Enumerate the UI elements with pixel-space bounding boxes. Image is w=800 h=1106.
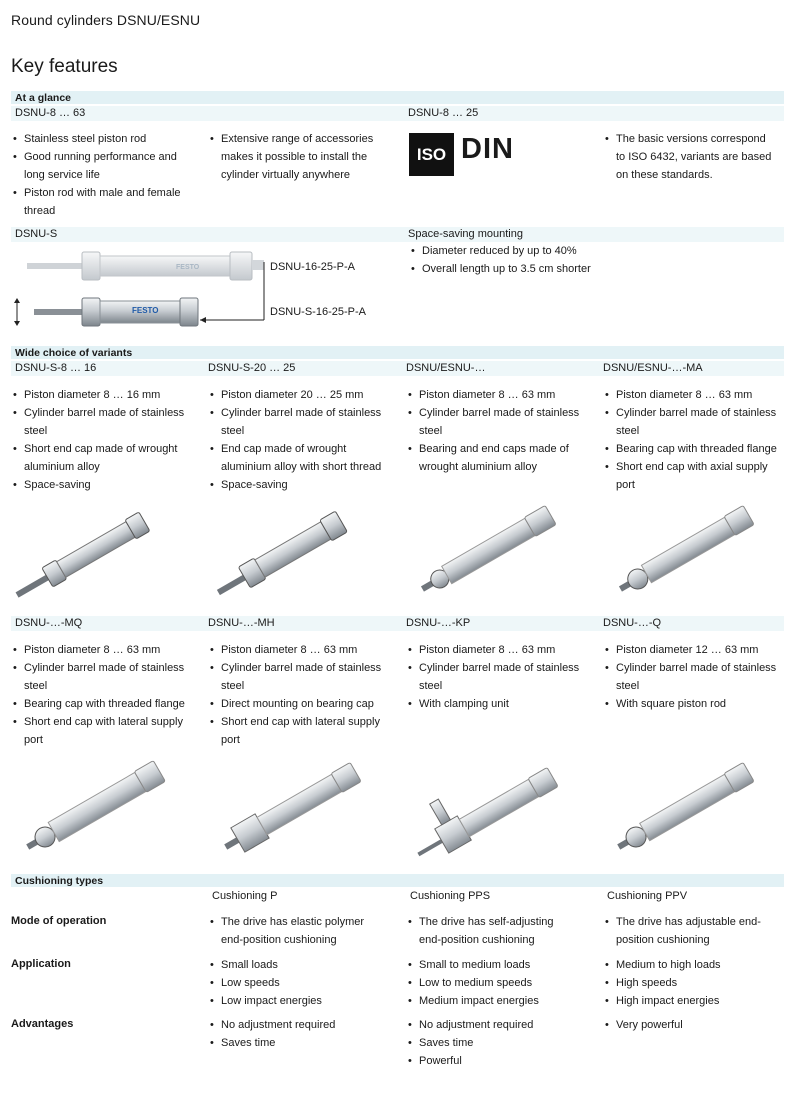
section-heading: Key features (11, 56, 118, 77)
brand-text: FESTO (132, 306, 159, 315)
variants-row2-labels (11, 616, 784, 631)
list-item: • Space-saving (208, 476, 383, 494)
list-item: • No adjustment required (406, 1016, 584, 1034)
cushioning-cell (208, 1016, 386, 1052)
list-item: • Piston diameter 8 … 63 mm (406, 641, 584, 659)
dsnus-label: DSNU-S (15, 228, 58, 240)
variant-list (603, 641, 781, 713)
variant-label: DSNU-…-MQ (15, 617, 83, 629)
cushioning-cell (603, 956, 781, 1010)
list-item: • Piston rod with male and female thread (11, 184, 196, 220)
list-item: • Bearing and end caps made of wrought aluminium alloy (406, 440, 584, 476)
variant-label: DSNU-…-Q (603, 617, 662, 629)
list-item: • Piston diameter 8 … 63 mm (208, 641, 386, 659)
cylinder-image (613, 762, 754, 856)
list-item: • With square piston rod (603, 695, 781, 713)
dsnu-cylinder-image (27, 252, 264, 280)
din-logo: DIN (461, 133, 514, 165)
list-item: • Bearing cap with threaded flange (11, 695, 189, 713)
variant-list (603, 386, 785, 494)
dsnu-s-cylinder-image (34, 298, 198, 326)
row-label: Advantages (11, 1018, 74, 1030)
list-item: • Powerful (406, 1052, 584, 1070)
band-cushioning: Cushioning types (11, 874, 784, 887)
list-item: • Saves time (406, 1034, 584, 1052)
variant-list (406, 386, 584, 476)
list-item: • Diameter reduced by up to 40% (409, 242, 609, 260)
list-item: • Short end cap with axial supply port (603, 458, 785, 494)
list-item: • Space-saving (11, 476, 189, 494)
variants-row1-labels (11, 361, 784, 376)
list-item: • The drive has elastic polymer end-position cushioning (208, 913, 378, 949)
list-item: • Cylinder barrel made of stainless steel (406, 404, 584, 440)
band-variants: Wide choice of variants (11, 346, 784, 359)
brand-text: FESTO (176, 264, 200, 271)
list-item: • The drive has adjustable end-position cushioning (603, 913, 773, 949)
list-item: • Very powerful (603, 1016, 781, 1034)
list-item: • Small loads (208, 956, 386, 974)
list-item: • High impact energies (603, 992, 781, 1010)
cylinder-image (615, 505, 754, 598)
list-item: • Low speeds (208, 974, 386, 992)
list-item: • Medium to high loads (603, 956, 781, 974)
list-item: • End cap made of wrought aluminium alloy with short thread (208, 440, 383, 476)
variant-label: DSNU/ESNU-… (406, 362, 486, 374)
upper-callout: DSNU-16-25-P-A (270, 261, 355, 273)
list-item: • Cylinder barrel made of stainless steel (11, 404, 189, 440)
list-item: • Direct mounting on bearing cap (208, 695, 386, 713)
list-item: • The basic versions correspond to ISO 6432, variants are based on these standards. (603, 130, 778, 184)
document-title: Round cylinders DSNU/ESNU (11, 12, 201, 28)
cushioning-cell (406, 1016, 584, 1070)
list-item: • Cylinder barrel made of stainless steel (603, 659, 781, 695)
list-item: • Low impact energies (208, 992, 386, 1010)
glance-left-label: DSNU-8 … 63 (15, 107, 86, 119)
cylinder-image (12, 512, 150, 605)
cushioning-cell (406, 913, 576, 949)
list-item: • Short end cap made of wrought aluminium alloy (11, 440, 189, 476)
list-item: • Small to medium loads (406, 956, 584, 974)
list-item: • Low to medium speeds (406, 974, 584, 992)
list-item: • High speeds (603, 974, 781, 992)
list-item: • Piston diameter 8 … 16 mm (11, 386, 189, 404)
variant-list (11, 641, 189, 749)
variant-images-row1 (0, 495, 800, 610)
variant-label: DSNU-S-20 … 25 (208, 362, 296, 374)
space-saving-title: Space-saving mounting (408, 228, 523, 240)
cushioning-header: Cushioning PPV (607, 890, 688, 902)
variant-list (11, 386, 189, 494)
dsnus-comparison-diagram (0, 0, 800, 345)
variant-list (208, 386, 383, 494)
list-item: • Short end cap with lateral supply port (11, 713, 189, 749)
cylinder-image (399, 744, 559, 867)
list-item: • Cylinder barrel made of stainless steel (603, 404, 785, 440)
glance-right-label: DSNU-8 … 25 (408, 107, 479, 119)
list-item: • Extensive range of accessories makes it possible to install the cylinder virtually anywhere (208, 130, 378, 184)
variant-label: DSNU-…-MH (208, 617, 275, 629)
list-item: • Piston diameter 20 … 25 mm (208, 386, 383, 404)
variant-list (406, 641, 584, 713)
list-item: • Overall length up to 3.5 cm shorter (409, 260, 609, 278)
list-item: • Cylinder barrel made of stainless steel (208, 404, 383, 440)
cushioning-header: Cushioning P (212, 890, 278, 902)
cushioning-cell (603, 913, 773, 949)
list-item: • Piston diameter 8 … 63 mm (603, 386, 785, 404)
list-item: • No adjustment required (208, 1016, 386, 1034)
cushioning-cell (208, 956, 386, 1010)
list-item: • Short end cap with lateral supply port (208, 713, 386, 749)
variant-label: DSNU/ESNU-…-MA (603, 362, 703, 374)
list-item: • Cylinder barrel made of stainless steel (406, 659, 584, 695)
list-item: • Piston diameter 8 … 63 mm (11, 641, 189, 659)
variant-images-row2 (0, 752, 800, 862)
row-label: Application (11, 958, 71, 970)
row-label: Mode of operation (11, 915, 107, 927)
list-item: • Good running performance and long service life (11, 148, 196, 184)
band-at-a-glance: At a glance (11, 91, 784, 104)
list-item: • Stainless steel piston rod (11, 130, 196, 148)
list-item: • Saves time (208, 1034, 386, 1052)
cylinder-image (219, 760, 363, 859)
list-item: • The drive has self-adjusting end-position cushioning (406, 913, 576, 949)
cushioning-header: Cushioning PPS (410, 890, 491, 902)
list-item: • Piston diameter 8 … 63 mm (406, 386, 584, 404)
list-item: • Bearing cap with threaded flange (603, 440, 785, 458)
list-item: • Cylinder barrel made of stainless steel (11, 659, 189, 695)
variant-list (208, 641, 386, 749)
cylinder-image (22, 761, 166, 858)
cushioning-cell (406, 956, 584, 1010)
list-item: • Medium impact energies (406, 992, 584, 1010)
list-item: • With clamping unit (406, 695, 584, 713)
cushioning-cell (208, 913, 378, 949)
iso-logo: ISO (409, 133, 454, 176)
lower-callout: DSNU-S-16-25-P-A (270, 306, 366, 318)
cushioning-cell (603, 1016, 781, 1034)
list-item: • Piston diameter 12 … 63 mm (603, 641, 781, 659)
list-item: • Cylinder barrel made of stainless steel (208, 659, 386, 695)
cylinder-image (212, 511, 347, 603)
variant-label: DSNU-…-KP (406, 617, 471, 629)
variant-label: DSNU-S-8 … 16 (15, 362, 97, 374)
cylinder-image (417, 505, 556, 598)
